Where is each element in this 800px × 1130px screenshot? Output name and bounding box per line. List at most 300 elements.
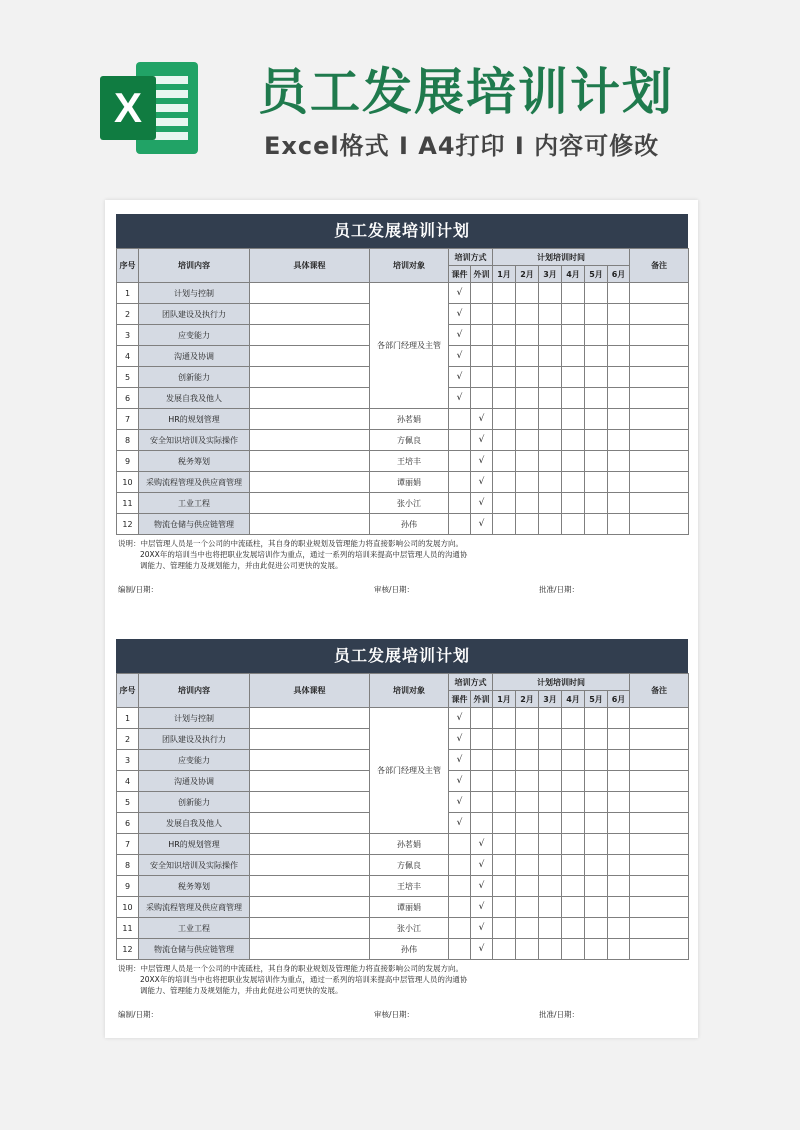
row-month-cell[interactable]	[585, 771, 608, 792]
row-month-cell[interactable]	[585, 834, 608, 855]
row-month-cell[interactable]	[516, 834, 539, 855]
row-month-cell[interactable]	[608, 514, 630, 535]
row-external-check[interactable]	[471, 304, 493, 325]
row-month-cell[interactable]	[539, 472, 562, 493]
row-month-cell[interactable]	[562, 325, 585, 346]
row-month-cell[interactable]	[608, 855, 630, 876]
row-courseware-check[interactable]: √	[449, 325, 471, 346]
row-month-cell[interactable]	[516, 388, 539, 409]
row-month-cell[interactable]	[539, 834, 562, 855]
row-external-check[interactable]	[471, 388, 493, 409]
row-month-cell[interactable]	[493, 451, 516, 472]
row-course-cell[interactable]	[250, 346, 370, 367]
row-courseware-check[interactable]: √	[449, 729, 471, 750]
row-month-cell[interactable]	[608, 939, 630, 960]
row-month-cell[interactable]	[493, 876, 516, 897]
row-month-cell[interactable]	[585, 304, 608, 325]
row-no[interactable]: 4	[117, 771, 139, 792]
row-month-cell[interactable]	[493, 409, 516, 430]
row-month-cell[interactable]	[585, 855, 608, 876]
row-course-cell[interactable]	[250, 834, 370, 855]
row-courseware-check[interactable]	[449, 939, 471, 960]
row-month-cell[interactable]	[585, 325, 608, 346]
row-month-cell[interactable]	[539, 813, 562, 834]
row-target[interactable]: 谭丽娟	[370, 472, 449, 493]
row-external-check[interactable]	[471, 367, 493, 388]
row-target[interactable]: 王培丰	[370, 451, 449, 472]
row-course-cell[interactable]	[250, 918, 370, 939]
row-month-cell[interactable]	[516, 472, 539, 493]
row-remark-cell[interactable]	[630, 346, 689, 367]
row-month-cell[interactable]	[585, 388, 608, 409]
row-month-cell[interactable]	[585, 283, 608, 304]
row-content[interactable]: 税务筹划	[139, 876, 250, 897]
row-month-cell[interactable]	[539, 430, 562, 451]
row-month-cell[interactable]	[608, 834, 630, 855]
row-courseware-check[interactable]: √	[449, 771, 471, 792]
row-no[interactable]: 8	[117, 430, 139, 451]
row-remark-cell[interactable]	[630, 514, 689, 535]
row-month-cell[interactable]	[608, 729, 630, 750]
row-content[interactable]: 应变能力	[139, 750, 250, 771]
row-month-cell[interactable]	[608, 346, 630, 367]
row-month-cell[interactable]	[562, 409, 585, 430]
row-content[interactable]: 物流仓储与供应链管理	[139, 514, 250, 535]
row-month-cell[interactable]	[516, 918, 539, 939]
row-courseware-check[interactable]: √	[449, 750, 471, 771]
row-month-cell[interactable]	[585, 792, 608, 813]
row-month-cell[interactable]	[516, 430, 539, 451]
row-month-cell[interactable]	[562, 834, 585, 855]
row-course-cell[interactable]	[250, 493, 370, 514]
row-external-check[interactable]: √	[471, 876, 493, 897]
row-month-cell[interactable]	[493, 283, 516, 304]
row-month-cell[interactable]	[516, 367, 539, 388]
row-month-cell[interactable]	[608, 325, 630, 346]
row-no[interactable]: 11	[117, 918, 139, 939]
row-month-cell[interactable]	[516, 813, 539, 834]
row-month-cell[interactable]	[516, 346, 539, 367]
row-month-cell[interactable]	[608, 750, 630, 771]
row-content[interactable]: 安全知识培训及实际操作	[139, 430, 250, 451]
row-remark-cell[interactable]	[630, 876, 689, 897]
row-no[interactable]: 3	[117, 325, 139, 346]
row-courseware-check[interactable]	[449, 855, 471, 876]
row-external-check[interactable]	[471, 729, 493, 750]
row-courseware-check[interactable]	[449, 451, 471, 472]
row-month-cell[interactable]	[539, 388, 562, 409]
row-content[interactable]: 应变能力	[139, 325, 250, 346]
row-external-check[interactable]	[471, 813, 493, 834]
row-content[interactable]: 计划与控制	[139, 283, 250, 304]
row-month-cell[interactable]	[585, 346, 608, 367]
row-target[interactable]: 孙茗娟	[370, 409, 449, 430]
row-remark-cell[interactable]	[630, 750, 689, 771]
row-course-cell[interactable]	[250, 514, 370, 535]
row-no[interactable]: 1	[117, 283, 139, 304]
row-month-cell[interactable]	[539, 283, 562, 304]
row-month-cell[interactable]	[539, 409, 562, 430]
row-month-cell[interactable]	[562, 451, 585, 472]
row-month-cell[interactable]	[585, 451, 608, 472]
row-courseware-check[interactable]: √	[449, 304, 471, 325]
row-month-cell[interactable]	[539, 514, 562, 535]
row-month-cell[interactable]	[562, 388, 585, 409]
row-month-cell[interactable]	[585, 367, 608, 388]
row-month-cell[interactable]	[562, 304, 585, 325]
row-remark-cell[interactable]	[630, 388, 689, 409]
row-course-cell[interactable]	[250, 472, 370, 493]
row-month-cell[interactable]	[562, 283, 585, 304]
row-target[interactable]: 张小江	[370, 493, 449, 514]
row-content[interactable]: HR的规划管理	[139, 409, 250, 430]
row-courseware-check[interactable]	[449, 472, 471, 493]
row-external-check[interactable]: √	[471, 451, 493, 472]
row-month-cell[interactable]	[539, 367, 562, 388]
row-month-cell[interactable]	[493, 430, 516, 451]
row-content[interactable]: 工业工程	[139, 493, 250, 514]
row-month-cell[interactable]	[562, 367, 585, 388]
row-month-cell[interactable]	[539, 876, 562, 897]
row-no[interactable]: 12	[117, 514, 139, 535]
row-courseware-check[interactable]: √	[449, 708, 471, 729]
row-month-cell[interactable]	[539, 939, 562, 960]
row-month-cell[interactable]	[585, 472, 608, 493]
row-external-check[interactable]	[471, 792, 493, 813]
row-month-cell[interactable]	[608, 283, 630, 304]
row-content[interactable]: 团队建设及执行力	[139, 729, 250, 750]
row-month-cell[interactable]	[539, 792, 562, 813]
row-month-cell[interactable]	[516, 708, 539, 729]
row-external-check[interactable]: √	[471, 918, 493, 939]
row-external-check[interactable]: √	[471, 897, 493, 918]
row-course-cell[interactable]	[250, 939, 370, 960]
row-month-cell[interactable]	[516, 897, 539, 918]
row-external-check[interactable]: √	[471, 493, 493, 514]
row-month-cell[interactable]	[493, 304, 516, 325]
row-course-cell[interactable]	[250, 325, 370, 346]
row-month-cell[interactable]	[493, 367, 516, 388]
row-courseware-check[interactable]: √	[449, 813, 471, 834]
row-month-cell[interactable]	[493, 939, 516, 960]
row-external-check[interactable]: √	[471, 430, 493, 451]
row-remark-cell[interactable]	[630, 472, 689, 493]
row-month-cell[interactable]	[562, 346, 585, 367]
row-month-cell[interactable]	[516, 729, 539, 750]
row-remark-cell[interactable]	[630, 897, 689, 918]
row-content[interactable]: 采购流程管理及供应商管理	[139, 472, 250, 493]
row-courseware-check[interactable]	[449, 897, 471, 918]
row-month-cell[interactable]	[562, 813, 585, 834]
row-month-cell[interactable]	[608, 876, 630, 897]
row-month-cell[interactable]	[516, 409, 539, 430]
row-content[interactable]: 发展自我及他人	[139, 388, 250, 409]
row-month-cell[interactable]	[608, 472, 630, 493]
row-external-check[interactable]	[471, 346, 493, 367]
row-courseware-check[interactable]	[449, 834, 471, 855]
row-month-cell[interactable]	[585, 813, 608, 834]
row-month-cell[interactable]	[516, 771, 539, 792]
row-target[interactable]: 王培丰	[370, 876, 449, 897]
row-content[interactable]: 计划与控制	[139, 708, 250, 729]
row-month-cell[interactable]	[493, 388, 516, 409]
row-month-cell[interactable]	[585, 876, 608, 897]
row-content[interactable]: 团队建设及执行力	[139, 304, 250, 325]
row-target[interactable]: 孙伟	[370, 514, 449, 535]
row-month-cell[interactable]	[516, 325, 539, 346]
row-month-cell[interactable]	[608, 430, 630, 451]
row-courseware-check[interactable]	[449, 493, 471, 514]
row-course-cell[interactable]	[250, 708, 370, 729]
row-course-cell[interactable]	[250, 729, 370, 750]
row-remark-cell[interactable]	[630, 939, 689, 960]
row-month-cell[interactable]	[493, 918, 516, 939]
row-month-cell[interactable]	[493, 729, 516, 750]
row-course-cell[interactable]	[250, 771, 370, 792]
row-month-cell[interactable]	[608, 409, 630, 430]
row-month-cell[interactable]	[585, 409, 608, 430]
row-course-cell[interactable]	[250, 451, 370, 472]
row-external-check[interactable]	[471, 750, 493, 771]
row-external-check[interactable]: √	[471, 855, 493, 876]
row-external-check[interactable]: √	[471, 834, 493, 855]
row-courseware-check[interactable]	[449, 514, 471, 535]
row-month-cell[interactable]	[493, 493, 516, 514]
row-course-cell[interactable]	[250, 855, 370, 876]
row-month-cell[interactable]	[539, 325, 562, 346]
row-month-cell[interactable]	[585, 939, 608, 960]
row-courseware-check[interactable]	[449, 918, 471, 939]
row-month-cell[interactable]	[562, 918, 585, 939]
row-remark-cell[interactable]	[630, 283, 689, 304]
row-no[interactable]: 6	[117, 813, 139, 834]
row-no[interactable]: 6	[117, 388, 139, 409]
row-month-cell[interactable]	[585, 897, 608, 918]
row-remark-cell[interactable]	[630, 451, 689, 472]
row-month-cell[interactable]	[608, 367, 630, 388]
row-remark-cell[interactable]	[630, 493, 689, 514]
row-no[interactable]: 7	[117, 834, 139, 855]
row-no[interactable]: 10	[117, 897, 139, 918]
row-month-cell[interactable]	[608, 304, 630, 325]
row-no[interactable]: 9	[117, 876, 139, 897]
row-month-cell[interactable]	[608, 918, 630, 939]
row-content[interactable]: 沟通及协调	[139, 771, 250, 792]
row-month-cell[interactable]	[539, 493, 562, 514]
row-no[interactable]: 9	[117, 451, 139, 472]
row-content[interactable]: 工业工程	[139, 918, 250, 939]
row-no[interactable]: 12	[117, 939, 139, 960]
row-no[interactable]: 1	[117, 708, 139, 729]
row-remark-cell[interactable]	[630, 792, 689, 813]
row-month-cell[interactable]	[516, 451, 539, 472]
row-month-cell[interactable]	[562, 430, 585, 451]
row-month-cell[interactable]	[608, 771, 630, 792]
row-month-cell[interactable]	[562, 514, 585, 535]
row-course-cell[interactable]	[250, 430, 370, 451]
row-month-cell[interactable]	[539, 855, 562, 876]
row-month-cell[interactable]	[493, 897, 516, 918]
row-content[interactable]: 物流仓储与供应链管理	[139, 939, 250, 960]
row-content[interactable]: 沟通及协调	[139, 346, 250, 367]
row-remark-cell[interactable]	[630, 304, 689, 325]
row-external-check[interactable]: √	[471, 514, 493, 535]
row-content[interactable]: 创新能力	[139, 367, 250, 388]
row-courseware-check[interactable]	[449, 430, 471, 451]
row-month-cell[interactable]	[493, 750, 516, 771]
row-course-cell[interactable]	[250, 792, 370, 813]
row-courseware-check[interactable]	[449, 409, 471, 430]
row-target[interactable]: 孙伟	[370, 939, 449, 960]
row-month-cell[interactable]	[493, 346, 516, 367]
row-courseware-check[interactable]	[449, 876, 471, 897]
row-month-cell[interactable]	[562, 876, 585, 897]
row-external-check[interactable]	[471, 708, 493, 729]
row-month-cell[interactable]	[516, 493, 539, 514]
row-month-cell[interactable]	[562, 771, 585, 792]
row-no[interactable]: 10	[117, 472, 139, 493]
row-remark-cell[interactable]	[630, 325, 689, 346]
row-month-cell[interactable]	[585, 729, 608, 750]
row-month-cell[interactable]	[493, 514, 516, 535]
row-month-cell[interactable]	[539, 918, 562, 939]
row-month-cell[interactable]	[562, 897, 585, 918]
row-content[interactable]: HR的规划管理	[139, 834, 250, 855]
row-courseware-check[interactable]: √	[449, 346, 471, 367]
row-course-cell[interactable]	[250, 304, 370, 325]
row-month-cell[interactable]	[539, 451, 562, 472]
row-no[interactable]: 7	[117, 409, 139, 430]
row-target[interactable]: 谭丽娟	[370, 897, 449, 918]
row-month-cell[interactable]	[585, 430, 608, 451]
row-target[interactable]: 各部门经理及主管	[370, 708, 449, 834]
row-month-cell[interactable]	[608, 451, 630, 472]
row-external-check[interactable]	[471, 771, 493, 792]
row-month-cell[interactable]	[493, 708, 516, 729]
row-no[interactable]: 3	[117, 750, 139, 771]
row-external-check[interactable]	[471, 325, 493, 346]
row-courseware-check[interactable]: √	[449, 283, 471, 304]
row-target[interactable]: 各部门经理及主管	[370, 283, 449, 409]
row-month-cell[interactable]	[608, 813, 630, 834]
row-month-cell[interactable]	[539, 729, 562, 750]
row-month-cell[interactable]	[516, 514, 539, 535]
row-month-cell[interactable]	[539, 304, 562, 325]
row-remark-cell[interactable]	[630, 409, 689, 430]
row-no[interactable]: 8	[117, 855, 139, 876]
row-courseware-check[interactable]: √	[449, 388, 471, 409]
row-external-check[interactable]: √	[471, 409, 493, 430]
row-month-cell[interactable]	[539, 346, 562, 367]
row-remark-cell[interactable]	[630, 834, 689, 855]
row-remark-cell[interactable]	[630, 813, 689, 834]
row-month-cell[interactable]	[585, 750, 608, 771]
row-month-cell[interactable]	[585, 493, 608, 514]
row-month-cell[interactable]	[608, 493, 630, 514]
row-no[interactable]: 4	[117, 346, 139, 367]
row-no[interactable]: 11	[117, 493, 139, 514]
row-month-cell[interactable]	[562, 855, 585, 876]
row-month-cell[interactable]	[585, 918, 608, 939]
row-content[interactable]: 采购流程管理及供应商管理	[139, 897, 250, 918]
row-month-cell[interactable]	[585, 514, 608, 535]
row-month-cell[interactable]	[516, 283, 539, 304]
row-content[interactable]: 创新能力	[139, 792, 250, 813]
row-month-cell[interactable]	[493, 792, 516, 813]
row-no[interactable]: 5	[117, 367, 139, 388]
row-month-cell[interactable]	[585, 708, 608, 729]
row-month-cell[interactable]	[493, 855, 516, 876]
row-no[interactable]: 2	[117, 304, 139, 325]
row-remark-cell[interactable]	[630, 430, 689, 451]
row-month-cell[interactable]	[539, 771, 562, 792]
row-month-cell[interactable]	[608, 897, 630, 918]
row-no[interactable]: 5	[117, 792, 139, 813]
row-course-cell[interactable]	[250, 283, 370, 304]
row-course-cell[interactable]	[250, 409, 370, 430]
row-course-cell[interactable]	[250, 388, 370, 409]
row-remark-cell[interactable]	[630, 729, 689, 750]
row-month-cell[interactable]	[562, 939, 585, 960]
row-content[interactable]: 发展自我及他人	[139, 813, 250, 834]
row-courseware-check[interactable]: √	[449, 792, 471, 813]
row-remark-cell[interactable]	[630, 708, 689, 729]
row-month-cell[interactable]	[562, 729, 585, 750]
row-month-cell[interactable]	[516, 792, 539, 813]
row-remark-cell[interactable]	[630, 771, 689, 792]
row-target[interactable]: 方佩良	[370, 855, 449, 876]
row-month-cell[interactable]	[516, 939, 539, 960]
row-month-cell[interactable]	[516, 876, 539, 897]
row-target[interactable]: 方佩良	[370, 430, 449, 451]
row-month-cell[interactable]	[493, 325, 516, 346]
row-month-cell[interactable]	[493, 834, 516, 855]
row-month-cell[interactable]	[539, 708, 562, 729]
row-external-check[interactable]: √	[471, 939, 493, 960]
row-month-cell[interactable]	[562, 472, 585, 493]
row-content[interactable]: 税务筹划	[139, 451, 250, 472]
row-course-cell[interactable]	[250, 750, 370, 771]
row-month-cell[interactable]	[562, 792, 585, 813]
row-month-cell[interactable]	[608, 792, 630, 813]
row-month-cell[interactable]	[562, 750, 585, 771]
row-course-cell[interactable]	[250, 897, 370, 918]
row-remark-cell[interactable]	[630, 367, 689, 388]
row-no[interactable]: 2	[117, 729, 139, 750]
row-month-cell[interactable]	[608, 708, 630, 729]
row-month-cell[interactable]	[539, 897, 562, 918]
row-month-cell[interactable]	[562, 708, 585, 729]
row-target[interactable]: 张小江	[370, 918, 449, 939]
row-external-check[interactable]	[471, 283, 493, 304]
row-month-cell[interactable]	[493, 813, 516, 834]
row-target[interactable]: 孙茗娟	[370, 834, 449, 855]
row-course-cell[interactable]	[250, 876, 370, 897]
row-remark-cell[interactable]	[630, 855, 689, 876]
row-month-cell[interactable]	[608, 388, 630, 409]
row-month-cell[interactable]	[493, 771, 516, 792]
row-course-cell[interactable]	[250, 813, 370, 834]
row-month-cell[interactable]	[516, 750, 539, 771]
row-month-cell[interactable]	[539, 750, 562, 771]
row-month-cell[interactable]	[516, 855, 539, 876]
row-content[interactable]: 安全知识培训及实际操作	[139, 855, 250, 876]
row-courseware-check[interactable]: √	[449, 367, 471, 388]
row-month-cell[interactable]	[562, 493, 585, 514]
row-remark-cell[interactable]	[630, 918, 689, 939]
row-month-cell[interactable]	[493, 472, 516, 493]
row-month-cell[interactable]	[516, 304, 539, 325]
